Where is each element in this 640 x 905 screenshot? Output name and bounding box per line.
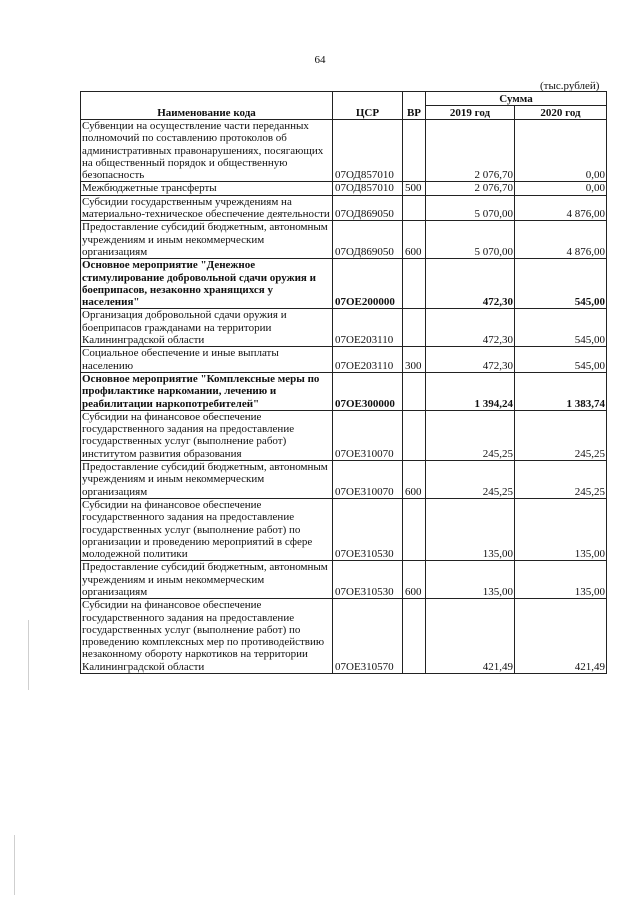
row-amount-2019: 2 076,70 [426, 120, 515, 182]
row-amount-2019: 5 070,00 [426, 221, 515, 259]
row-name: Организация добровольной сдачи оружия и боеприпасов гражданами на территории Калининградской области [81, 309, 333, 347]
row-csr-code: 07ОЕ300000 [333, 372, 403, 410]
row-amount-2020: 245,25 [515, 410, 607, 460]
row-vr-code [403, 410, 426, 460]
row-name: Основное мероприятие "Комплексные меры по профилактике наркомании, лечению и реабилитации наркопотребителей" [81, 372, 333, 410]
row-amount-2020: 1 383,74 [515, 372, 607, 410]
row-csr-code: 07ОД869050 [333, 221, 403, 259]
scan-margin-line [28, 620, 29, 690]
row-amount-2019: 245,25 [426, 410, 515, 460]
row-csr-code: 07ОЕ200000 [333, 259, 403, 309]
units-label: (тыс.рублей) [540, 80, 600, 92]
row-amount-2019: 472,30 [426, 309, 515, 347]
row-amount-2020: 245,25 [515, 461, 607, 499]
header-csr: ЦСР [333, 92, 403, 120]
row-amount-2020: 135,00 [515, 561, 607, 599]
row-name: Субсидии на финансовое обеспечение государственного задания на предоставление государственных услуг (выполнение работ) по проведению комплексных мер по противодействию незаконному обороту наркотиков на территории Калининградской области [81, 599, 333, 674]
row-amount-2020: 545,00 [515, 309, 607, 347]
row-amount-2020: 545,00 [515, 259, 607, 309]
row-name: Социальное обеспечение и иные выплаты населению [81, 347, 333, 373]
row-csr-code: 07ОЕ203110 [333, 347, 403, 373]
budget-table [80, 91, 607, 674]
row-amount-2019: 135,00 [426, 498, 515, 560]
row-amount-2019: 421,49 [426, 599, 515, 674]
row-vr-code: 300 [403, 347, 426, 373]
row-vr-code: 600 [403, 561, 426, 599]
row-name: Предоставление субсидий бюджетным, автономным учреждениям и иным некоммерческим организациям [81, 461, 333, 499]
row-amount-2019: 1 394,24 [426, 372, 515, 410]
row-csr-code: 07ОЕ310570 [333, 599, 403, 674]
row-csr-code: 07ОЕ310070 [333, 461, 403, 499]
table-row [81, 182, 607, 195]
table-row [81, 599, 607, 674]
row-vr-code [403, 498, 426, 560]
header-name: Наименование кода [81, 92, 333, 120]
table-row [81, 221, 607, 259]
table-row [81, 410, 607, 460]
table-row [81, 195, 607, 221]
table-row [81, 259, 607, 309]
row-vr-code [403, 599, 426, 674]
table-row [81, 461, 607, 499]
row-name: Субсидии государственным учреждениям на материально-техническое обеспечение деятельности [81, 195, 333, 221]
header-2020: 2020 год [515, 106, 607, 120]
header-vr: ВР [403, 92, 426, 120]
row-csr-code: 07ОД869050 [333, 195, 403, 221]
row-amount-2019: 472,30 [426, 259, 515, 309]
row-name: Основное мероприятие "Денежное стимулирование добровольной сдачи оружия и боеприпасов, незаконно хранящихся у населения" [81, 259, 333, 309]
row-vr-code [403, 372, 426, 410]
table-row [81, 498, 607, 560]
row-amount-2020: 0,00 [515, 120, 607, 182]
header-2019: 2019 год [426, 106, 515, 120]
row-vr-code: 500 [403, 182, 426, 195]
row-amount-2020: 421,49 [515, 599, 607, 674]
row-csr-code: 07ОД857010 [333, 120, 403, 182]
row-amount-2020: 135,00 [515, 498, 607, 560]
row-name: Предоставление субсидий бюджетным, автономным учреждениям и иным некоммерческим организациям [81, 561, 333, 599]
row-csr-code: 07ОЕ310530 [333, 561, 403, 599]
row-name: Субвенции на осуществление части переданных полномочий по составлению протоколов об административных правонарушениях, посягающих на общественный порядок и общественную безопасность [81, 120, 333, 182]
row-amount-2019: 245,25 [426, 461, 515, 499]
row-name: Межбюджетные трансферты [81, 182, 333, 195]
row-name: Субсидии на финансовое обеспечение государственного задания на предоставление государственных услуг (выполнение работ) институтом развития образования [81, 410, 333, 460]
table-row [81, 120, 607, 182]
scan-margin-line [14, 835, 15, 895]
row-name: Предоставление субсидий бюджетным, автономным учреждениям и иным некоммерческим организациям [81, 221, 333, 259]
row-amount-2020: 4 876,00 [515, 221, 607, 259]
row-amount-2020: 0,00 [515, 182, 607, 195]
row-name: Субсидии на финансовое обеспечение государственного задания на предоставление государственных услуг (выполнение работ) по организации и проведению мероприятий в сфере молодежной политики [81, 498, 333, 560]
row-csr-code: 07ОЕ203110 [333, 309, 403, 347]
row-amount-2019: 2 076,70 [426, 182, 515, 195]
table-row [81, 309, 607, 347]
row-csr-code: 07ОД857010 [333, 182, 403, 195]
table-row [81, 372, 607, 410]
row-vr-code [403, 309, 426, 347]
row-vr-code: 600 [403, 461, 426, 499]
header-sum: Сумма [426, 92, 607, 106]
row-vr-code [403, 120, 426, 182]
row-vr-code [403, 195, 426, 221]
row-vr-code: 600 [403, 221, 426, 259]
row-amount-2020: 4 876,00 [515, 195, 607, 221]
table-row [81, 347, 607, 373]
row-amount-2020: 545,00 [515, 347, 607, 373]
table-row [81, 561, 607, 599]
page-number: 64 [314, 54, 326, 66]
row-vr-code [403, 259, 426, 309]
row-csr-code: 07ОЕ310530 [333, 498, 403, 560]
row-amount-2019: 472,30 [426, 347, 515, 373]
row-csr-code: 07ОЕ310070 [333, 410, 403, 460]
row-amount-2019: 135,00 [426, 561, 515, 599]
row-amount-2019: 5 070,00 [426, 195, 515, 221]
